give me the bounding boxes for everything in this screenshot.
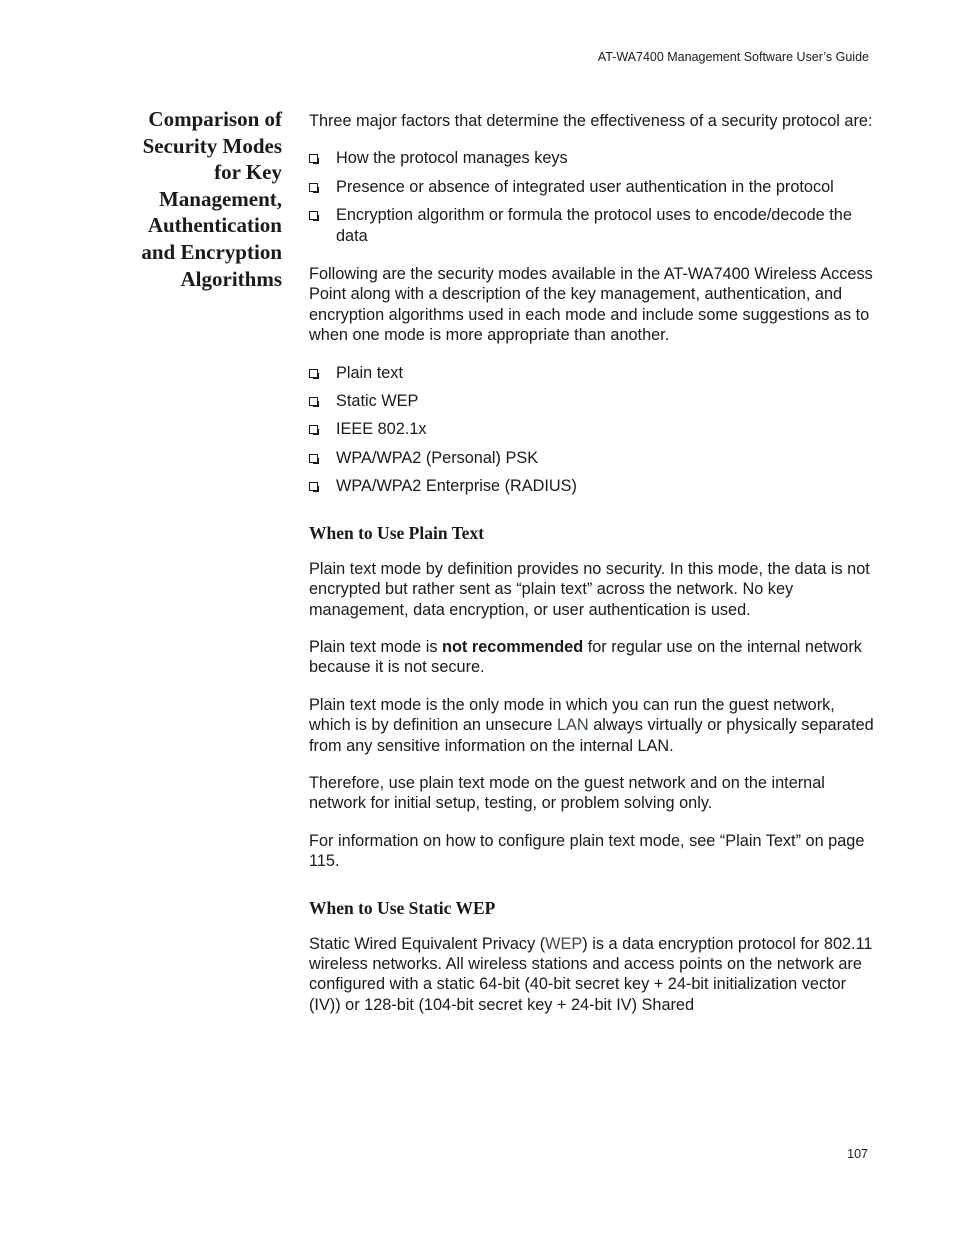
list-item xyxy=(309,419,874,439)
checkbox-bullet-icon xyxy=(309,454,318,463)
text-run: always virtually or physically separated from any sensitive information on the internal LAN. xyxy=(309,716,874,755)
glossary-link-wep[interactable]: WEP xyxy=(545,934,583,953)
plain-text-paragraph-2 xyxy=(309,637,874,678)
text-run: Plain text mode is the only mode in which you can run the guest network, which is by definition an unsecure xyxy=(309,695,835,735)
mode-list xyxy=(309,363,874,497)
plain-text-paragraph-4: Therefore, use plain text mode on the guest network and on the internal network for initial setup, testing, or problem solving only. xyxy=(309,773,825,813)
list-item xyxy=(309,148,874,168)
page-number: 107 xyxy=(847,1147,868,1161)
section-title-line: Authentication xyxy=(147,213,282,238)
static-wep-heading: When to Use Static WEP xyxy=(309,897,496,918)
text-run: Plain text mode is xyxy=(309,637,443,656)
list-item xyxy=(309,177,874,197)
modes-paragraph: Following are the security modes available in the AT-WA7400 Wireless Access Point along with a description of the key management, authentication, and encryption algorithms used in each mode and include some suggestions as to when one mode is more appropriate than another. xyxy=(309,265,873,345)
main-content xyxy=(309,111,874,1032)
section-title-line: Security Modes xyxy=(142,133,282,158)
list-item-text: Presence or absence of integrated user authentication in the protocol xyxy=(336,177,834,196)
list-item xyxy=(309,205,874,246)
text-run: ) is a data encryption protocol for 802.11 wireless networks. All wireless stations and access points on the network are configured with a static 64-bit (40-bit secret key + 24-bit initialization vector (IV)) or 128-bit (104-bit secret key + 24-bit IV) Shared xyxy=(309,934,873,1014)
checkbox-bullet-icon xyxy=(309,211,318,220)
section-title-line: Algorithms xyxy=(180,266,282,291)
emphasis-text: not recommended xyxy=(442,637,584,656)
static-wep-paragraph-1 xyxy=(309,934,874,1016)
running-header: AT-WA7400 Management Software User’s Guide xyxy=(597,50,869,64)
checkbox-bullet-icon xyxy=(309,425,318,434)
checkbox-bullet-icon xyxy=(309,397,318,406)
checkbox-bullet-icon xyxy=(309,183,318,192)
intro-paragraph: Three major factors that determine the effectiveness of a security protocol are: xyxy=(309,112,873,130)
factor-list xyxy=(309,148,874,246)
list-item-text: IEEE 802.1x xyxy=(336,420,427,439)
list-item-text: How the protocol manages keys xyxy=(336,149,568,168)
section-title xyxy=(110,106,282,292)
list-item xyxy=(309,363,874,383)
list-item-text: WPA/WPA2 Enterprise (RADIUS) xyxy=(336,477,577,496)
list-item-text: Plain text xyxy=(336,363,403,382)
checkbox-bullet-icon xyxy=(309,154,318,163)
list-item xyxy=(309,448,874,468)
plain-text-paragraph-5: For information on how to configure plain text mode, see “Plain Text” on page 115. xyxy=(309,831,865,871)
glossary-link-lan[interactable]: LAN xyxy=(556,716,589,735)
section-title-line: Comparison of xyxy=(148,107,282,131)
list-item xyxy=(309,476,874,496)
section-title-line: for Key xyxy=(214,160,282,185)
section-title-line: Management, xyxy=(158,186,282,211)
plain-text-heading: When to Use Plain Text xyxy=(309,522,485,543)
text-run: Static Wired Equivalent Privacy ( xyxy=(309,934,546,953)
section-title-line: and Encryption xyxy=(141,239,282,264)
checkbox-bullet-icon xyxy=(309,369,318,378)
list-item-text: Encryption algorithm or formula the protocol uses to encode/decode the data xyxy=(336,206,852,245)
list-item-text: Static WEP xyxy=(336,392,419,411)
plain-text-paragraph-3 xyxy=(309,695,874,756)
plain-text-paragraph-1: Plain text mode by definition provides no security. In this mode, the data is not encrypted but rather sent as “plain text” across the network. No key management, data encryption, or user authentication is used. xyxy=(309,559,870,619)
text-run: for regular use on the internal network because it is not secure. xyxy=(309,637,862,677)
list-item xyxy=(309,391,874,411)
checkbox-bullet-icon xyxy=(309,482,318,491)
list-item-text: WPA/WPA2 (Personal) PSK xyxy=(336,448,539,467)
